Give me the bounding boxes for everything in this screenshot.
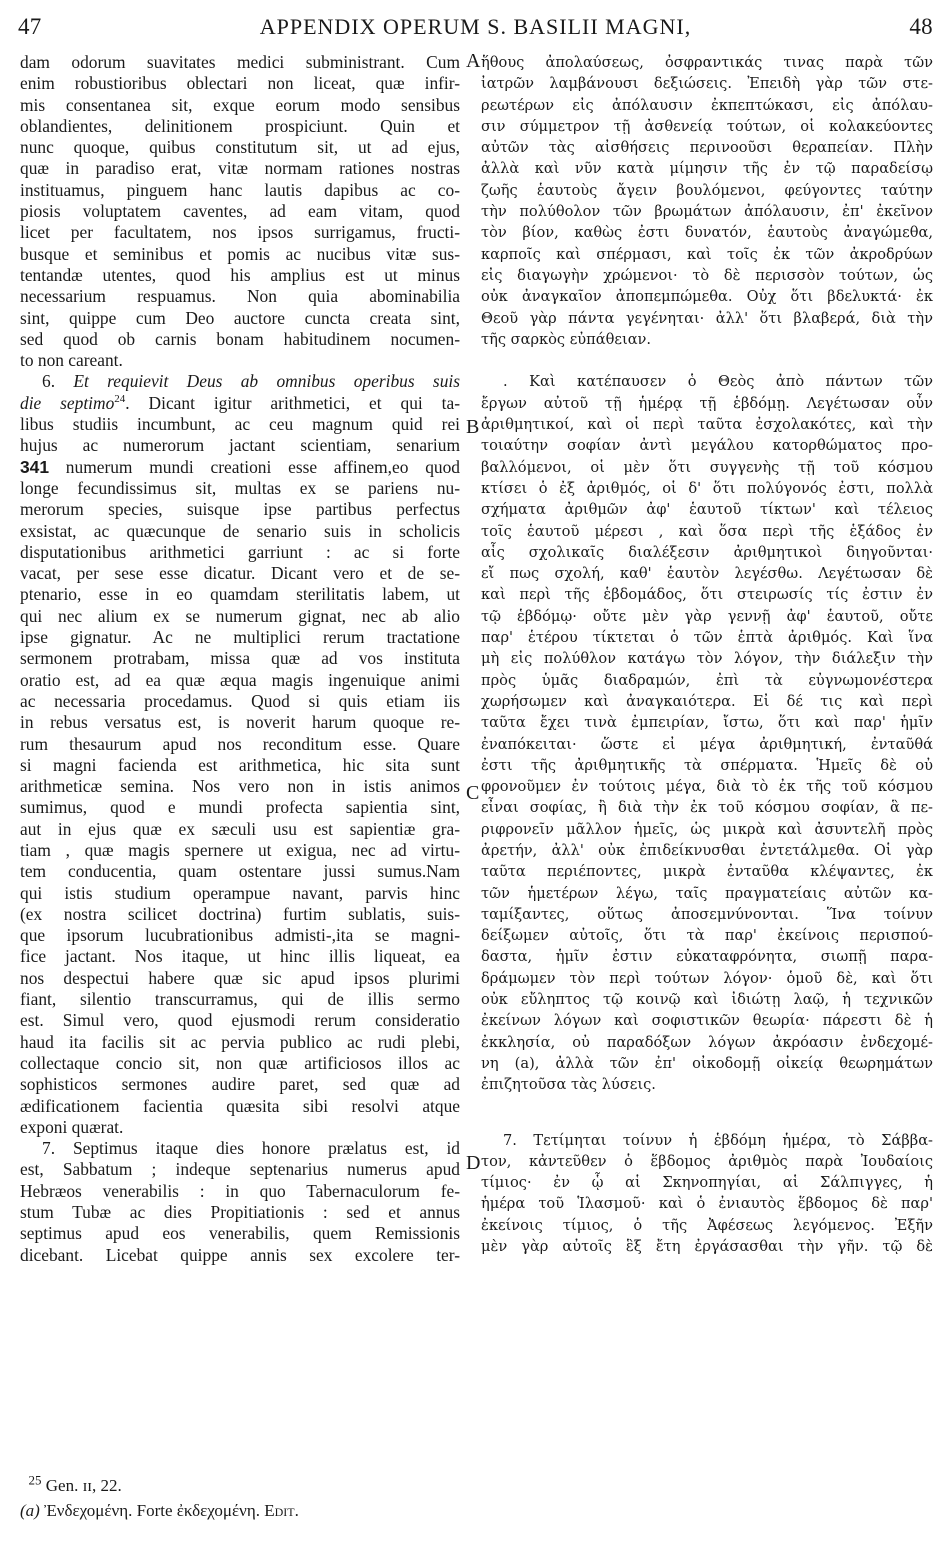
text-line: μὲν γὰρ αὐτοῖς ἓξ ἔτη ἐργάσασθαι τὴν γῆν. τῷ δὲ (481, 1238, 933, 1256)
text-line: exsistat, ac quæcunque de senario suis in scholicis (20, 520, 460, 541)
text-line: septimus apud eos venerabilis, quem Remissionis (20, 1223, 460, 1244)
text-line: si magni facienda est arithmetica, hic sita sunt (20, 754, 460, 775)
text-line: ἥθους ἀπολαύσεως, ὀσφραντικάς τινας παρὰ τῶν (481, 54, 933, 71)
scripture-quote: Et requievit Deus ab omnibus operibus suis (73, 371, 460, 392)
text-line: instituamus, pinguem hanc lautis dapibus ac co- (20, 179, 460, 200)
text-line: τοῖς ἑαυτοῦ μέρεσι , καὶ ὅσα περὶ τῆς ἑξάδος ἐν (481, 522, 933, 540)
text-line: χωρήσωμεν καὶ ἀναγκαιότερα. Εἰ δέ τις καὶ περὶ (481, 692, 933, 710)
text-run: numerum mundi creationi esse affinem,eo quod (49, 456, 460, 477)
text-line: sed quod ob carnis bonam habitudinem nocumen- (20, 328, 460, 349)
footnote-a (20, 1498, 460, 1523)
editor-mark: Edit. (264, 1501, 299, 1520)
text-line: Hebræos venerabilis : in quo Tabernaculorum fe- (20, 1180, 460, 1201)
text-line: αὐτῶν τὰς αἰσθήσεις περινοοῦσι θεραπείαν. Πλὴν (481, 139, 933, 157)
latin-paragraph-6 (20, 371, 460, 1138)
footnote-ref: 24 (114, 392, 126, 405)
scripture-quote: die septimo (20, 392, 115, 413)
text-line: aut in ejus quæ ex sæculi usu est sapientiæ gra- (20, 818, 460, 839)
text-line: τοιαύτην σοφίαν ἀντὶ μεγάλου κατορθώματος προ- (481, 437, 933, 455)
text-line: . Καὶ κατέπαυσεν ὁ Θεὸς ἀπὸ πάντων τῶν (503, 373, 933, 391)
text-line: οὐκ ἀναγκαῖον ἀποπεμπώμεθα. Οὐχ ὅτι βδελυκτά· ἐκ (481, 288, 933, 306)
paragraph-gap (481, 1096, 933, 1130)
text-line: tem conducentia, quam ostentare jussi sumus.Nam (20, 861, 460, 882)
text-line: τῷ ἑβδόμῳ· οὔτε μὲν γὰρ γεννῇ ἀφ' ἑαυτοῦ, οὔτε (481, 607, 933, 625)
text-line: ζωῆς ἑαυτοὺς ἄγειν βουλόμενοι, φεύγοντες ταύτην (481, 181, 933, 199)
text-line (20, 393, 460, 414)
footnote-number: 25 (28, 1472, 42, 1488)
text-line (20, 371, 460, 392)
text-line: (ex nostra scilicet doctrina) furtim sublatis, suis- (20, 903, 460, 924)
text-line: τὴν πολύθολον τῶν βρωμάτων ἀπόλαυσιν, ἐπ' ἐκεῖνον (481, 203, 933, 221)
text-run: . Dicant igitur arithmetici, et qui ta- (125, 392, 460, 413)
text-line: ἀλλὰ καὶ νῦν κατὰ μίμησιν τῆς ἐν τῷ παραδείσῳ (481, 160, 933, 178)
text-line: ἀριθμητικοί, καὶ οἱ περὶ ταῦτα ἐσχολακότες, καὶ τὴν (481, 416, 933, 434)
text-line: παρ' ἑτέρου τίκτεται ὁ τῶν ἑπτὰ ἀριθμός. Καὶ ἵνα (481, 629, 933, 647)
page-number-left: 47 (18, 14, 42, 39)
text-line: ipse gignatur. Ac ne multiplici rerum tractatione (20, 627, 460, 648)
greek-paragraph-7 (481, 1130, 933, 1258)
text-line: 7. Septimus itaque dies honore prælatus est, id (42, 1138, 460, 1159)
text-line: ἐπιζητοῦσα τὰς λύσεις. (481, 1076, 656, 1094)
text-line: ἡμέρα τοῦ Ἱλασμοῦ· καὶ ὁ ἐνιαυτὸς ἕβδομος δὲ παρ' (481, 1195, 933, 1213)
text-line: φρονοῦμεν ἐν τούτοις μέγα, διὰ τὸ ἐκ τῆς τοῦ κόσμου (481, 778, 933, 796)
text-line: nos despectui habere quæ sic apud ipsos plurimi (20, 967, 460, 988)
text-line: δράμωμεν τὸν περὶ τούτων λόγον· ὁμοῦ δὲ, καὶ ὅτι (481, 969, 933, 987)
text-line: ἐστι τῆς ἀριθμητικῆς τὰ σπέρματα. Ἡμεῖς δὲ οὐ (481, 756, 933, 774)
text-line: τον, κἀντεῦθεν ὁ ἕβδομος ἀριθμὸς παρὰ Ἰουδαίοις (481, 1152, 933, 1170)
text-line: longe fecundissimus sit, multas ex se pariens nu- (20, 477, 460, 498)
text-line: que ipsorum lucubrationibus admisti-,ita se magni- (20, 925, 460, 946)
text-line: licet per facultatem, nos ipsos surrigamus, fructi- (20, 222, 460, 243)
text-line: δείξωμεν αὐτοῖς, ὅτι τὰ παρ' ἐκείνοις περισπού- (481, 927, 933, 945)
text-line: 7. Τετίμηται τοίνυν ἡ ἑβδόμη ἡμέρα, τὸ Σάββα- (503, 1131, 933, 1149)
text-line (20, 457, 460, 478)
text-line: piosis voluptatem caventes, ad eam vitam, quod (20, 201, 460, 222)
text-line: ἰατρῶν λαμβάνουσι δεξιώσεις. Ἐπειδὴ γὰρ τῶν στε- (481, 75, 933, 93)
section-marker-d: D (466, 1152, 481, 1174)
text-line: πρὸς ὑμᾶς διαδραμών, ἐπὶ τὰ εὐγνωμονέστερα (481, 671, 933, 689)
text-line: sint, quippe cum Deo auctore cuncta creata sint, (20, 307, 460, 328)
text-line: hujus ac numerorum jactant scientiam, senarium (20, 435, 460, 456)
text-line: tentandæ utentes, quod his amplius est ut minus (20, 264, 460, 285)
text-line: ἐκείνοις τίμιος, ὁ τῆς Ἀφέσεως λεγόμενος. Ἐξῆν (481, 1216, 933, 1234)
text-line: fice jactant. Nos itaque, ut hinc illis liqueat, ea (20, 946, 460, 967)
latin-column (20, 52, 460, 1266)
text-line: σιν σύμμετρον τῇ ἀσθενείᾳ τούτων, οἱ κολακεύοντες (481, 117, 933, 135)
text-line: libus studiis incumbunt, ac ceu magnum quid rei (20, 414, 460, 435)
text-line: σχήματα ἀριθμῶν ἀφ' ἑαυτοῦ τίκτων' καὶ τέλειος (481, 501, 933, 519)
text-line: qui istis studium operampue navant, parvis hinc (20, 882, 460, 903)
paragraph-gap (481, 350, 933, 371)
text-line: ἀρετήν, ἀλλ' οὐκ ἐπιδείκνυσθαι ἐντετάλμεθα. Οἱ γὰρ (481, 841, 933, 859)
latin-paragraph-7 (20, 1138, 460, 1266)
text-line: stum Tubæ ac dies Propitiationis : sed et annus (20, 1202, 460, 1223)
text-line: arithmeticæ semina. Nos vero non in istis animos (20, 776, 460, 797)
text-line: ρεωτέρων εἰς ἀπόλαυσιν ἐκπεπτώκασι, εἰς ἀπόλαυ- (481, 96, 933, 114)
text-line: collectaque concio sit, non quæ artificiosos illos ac (20, 1052, 460, 1073)
text-line: dam odorum suavitates medici subministrant. Cum (20, 52, 460, 72)
text-line: Θεοῦ γὰρ πάντα γεγένηται· ἀλλ' ὅτι βλαβερά, διὰ τὴν (481, 309, 933, 327)
text-line: dicebant. Licebat quippe annis sex excolere ter- (20, 1244, 460, 1265)
text-line: δαστα, ἡμῖν ἐστιν εὐκαταφρόνητα, σιωπῇ παρα- (481, 948, 933, 966)
text-line: nunc quoque, quibus constitutum sit, ut ad ejus, (20, 137, 460, 158)
text-line: sumimus, quod e mundi profecta sapientia sint, (20, 797, 460, 818)
text-line: ac necessaria procedamus. Quod si quis etiam iis (20, 690, 460, 711)
text-line: κτίσει ὁ ἐξ ἀριθμός, οἱ δ' ὅτι πολύγονός ἐστι, πολλὰ (481, 479, 933, 497)
section-marker-a: A (466, 50, 481, 72)
text-line: ædificationem facientia quæsita sibi resolvi atque (20, 1095, 460, 1116)
section-number: 6. (42, 371, 56, 392)
text-line: oblandientes, delinitionem prospiciunt. Quin et (20, 115, 460, 136)
section-marker-b: B (466, 416, 480, 438)
text-line: αἷς σχολικαῖς διαλέξεσιν ἀριθμητικοὶ διηγοῦνται· (481, 543, 933, 561)
text-line: ἐναπόκειται· ὥστε εἰ μέγα ἀριθμητική, ἐνταῦθά (481, 735, 933, 753)
text-line: est. Simul vero, quod ejusmodi rerum consideratio (20, 1010, 460, 1031)
text-line: rum thesaurum apud nos reconditum esse. Quare (20, 733, 460, 754)
text-line: qui nec alium ex se numerum gignat, nec ab alio (20, 605, 460, 626)
text-line: ταμίξαντες, οὕτως ἀποσεμνύνονται. Ἵνα τοίνυν (481, 905, 933, 923)
text-line: fiant, silentio transcurramus, qui de illis sermo (20, 989, 460, 1010)
text-line: οὐκ εὔληπτος τῷ κοινῷ καὶ ἰδιώτῃ λαῷ, ἡ τεχνικῶν (481, 991, 933, 1009)
text-line: νη (a), ἀλλὰ τῶν ἐπ' οἰκοδομῇ οἰκείᾳ θεωρημάτων (481, 1054, 933, 1072)
text-line: sermonem protrabam, missa quæ ad vos instituta (20, 648, 460, 669)
text-line: εἰς διαγωγὴν χρώμενοι· τὸ δὲ περισσὸν τούτων, ὡς (481, 266, 933, 284)
text-line: vacat, per sese esse dicatur. Dicant vero et de se- (20, 563, 460, 584)
footnote-label: (a) (20, 1501, 40, 1520)
text-line: τὸν βίον, καθὼς ἐστι δυνατόν, ἑαυτοὺς ἀναγώμεθα, (481, 224, 933, 242)
text-line: sophisticos sermones audire paret, sed quæ ad (20, 1074, 460, 1095)
edition-page-number: 341 (20, 456, 50, 477)
greek-paragraph-6 (481, 371, 933, 1095)
text-line: βαλλόμενοι, οἱ μὲν ὅτι συγγενὴς τῇ τοῦ κόσμου (481, 458, 933, 476)
text-line: ἔργων αὐτοῦ τῇ ἡμέρᾳ τῇ ἑβδόμῃ. Λεγέτωσαν οὖν (481, 394, 933, 412)
text-line: ταῦτα ἔχει τινὰ ἐμπειρίαν, ἴστω, ὅτι καὶ παρ' ἡμῖν (481, 714, 933, 732)
text-line: to non careant. (20, 350, 123, 371)
running-title: APPENDIX OPERUM S. BASILII MAGNI, (259, 14, 692, 39)
text-line: exponi quærat. (20, 1116, 124, 1137)
text-line: καὶ περὶ τῆς ἑβδομάδος, ὅτι στειρωσίς τίς ἐστιν ἐν (481, 586, 933, 604)
text-line: τίμιος· ἐν ᾧ αἱ Σκηνοπηγίαι, αἱ Σάλπιγγες, ἡ (481, 1174, 933, 1192)
text-line: μὴ εἰς πολύθλον κατάγω τὸν λόγον, τὴν διάλεξιν τὴν (481, 650, 933, 668)
text-line: εἶναι σοφίας, ἢ διὰ τὴν ἐκ τοῦ κόσμου σοφίαν, ἃ πε- (481, 799, 933, 817)
footnote-text: Gen. ɪɪ, 22. (41, 1476, 122, 1495)
text-line: καρποῖς καὶ σπέρμασι, καὶ τοῖς ἐκ τῶν ἀκροδρύων (481, 245, 933, 263)
greek-paragraph-1 (481, 52, 933, 350)
text-line: haud ita facilis sit ac pervia publico ac rudi plebi, (20, 1031, 460, 1052)
latin-paragraph-1 (20, 52, 460, 371)
footnotes (20, 1473, 460, 1523)
text-line: quæ in paradiso erat, vitæ normam rationes nostras (20, 158, 460, 179)
text-line: enim robustioribus oblectari non liceat, quæ infir- (20, 73, 460, 94)
text-line: merorum species, suisque ipse partibus perfectus (20, 499, 460, 520)
text-line: ταῦτα περιέποντες, μικρὰ ἐνταῦθα κλέψαντες, ἐκ (481, 863, 933, 881)
greek-column (481, 52, 933, 1257)
page-header (18, 14, 933, 44)
text-line: τῶν ἡμετέρων λέγω, ταῖς πραγματείαις αὐτῶν κα- (481, 884, 933, 902)
text-line: τῆς σαρκὸς εὐπάθειαν. (481, 330, 652, 348)
text-line: tiam , quæ magis spernere ut exigua, nec ad virtu- (20, 839, 460, 860)
text-line: disputationibus arithmetici garriunt : ac si forte (20, 541, 460, 562)
text-line: in rebus versatus est, is noverit harum quoque re- (20, 712, 460, 733)
text-line: ἐκείνων λόγων καὶ σοφιστικῶν θεωρία· πάρεστι δὲ ἡ (481, 1012, 933, 1030)
text-line: ἐκκλησία, οὐ παραδόξων λόγων ἀκρόασιν ἐνδεχομέ- (481, 1033, 933, 1051)
text-line: ριφρονεῖν μᾶλλον ἡμεῖς, ὡς μικρὰ καὶ ἀσυντελῆ πρὸς (481, 820, 933, 838)
text-line: est, Sabbatum ; indeque septenarius numerus apud (20, 1159, 460, 1180)
text-line: mis consentanea sit, exque eorum modo sensibus (20, 94, 460, 115)
text-line: necessarium respuamus. Non quia abominabilia (20, 286, 460, 307)
footnote-1 (20, 1473, 460, 1498)
text-line: oratio est, ad ea quæ æqua magis ingenuique animi (20, 669, 460, 690)
text-line: ptenario, esse in eo quamdam sterilitatis labem, ut (20, 584, 460, 605)
text-line: busque et seminibus et pomis ac nucibus vitæ sus- (20, 243, 460, 264)
text-line: εἴ πως σχολή, καθ' ἑαυτὸν λεγέσθω. Λεγέτωσαν δὲ (481, 565, 933, 583)
section-marker-c: C (466, 782, 480, 804)
page-number-right: 48 (909, 14, 933, 39)
footnote-text: Ἐνδεχομένη. Forte ἐκδεχομένη. (39, 1501, 265, 1520)
